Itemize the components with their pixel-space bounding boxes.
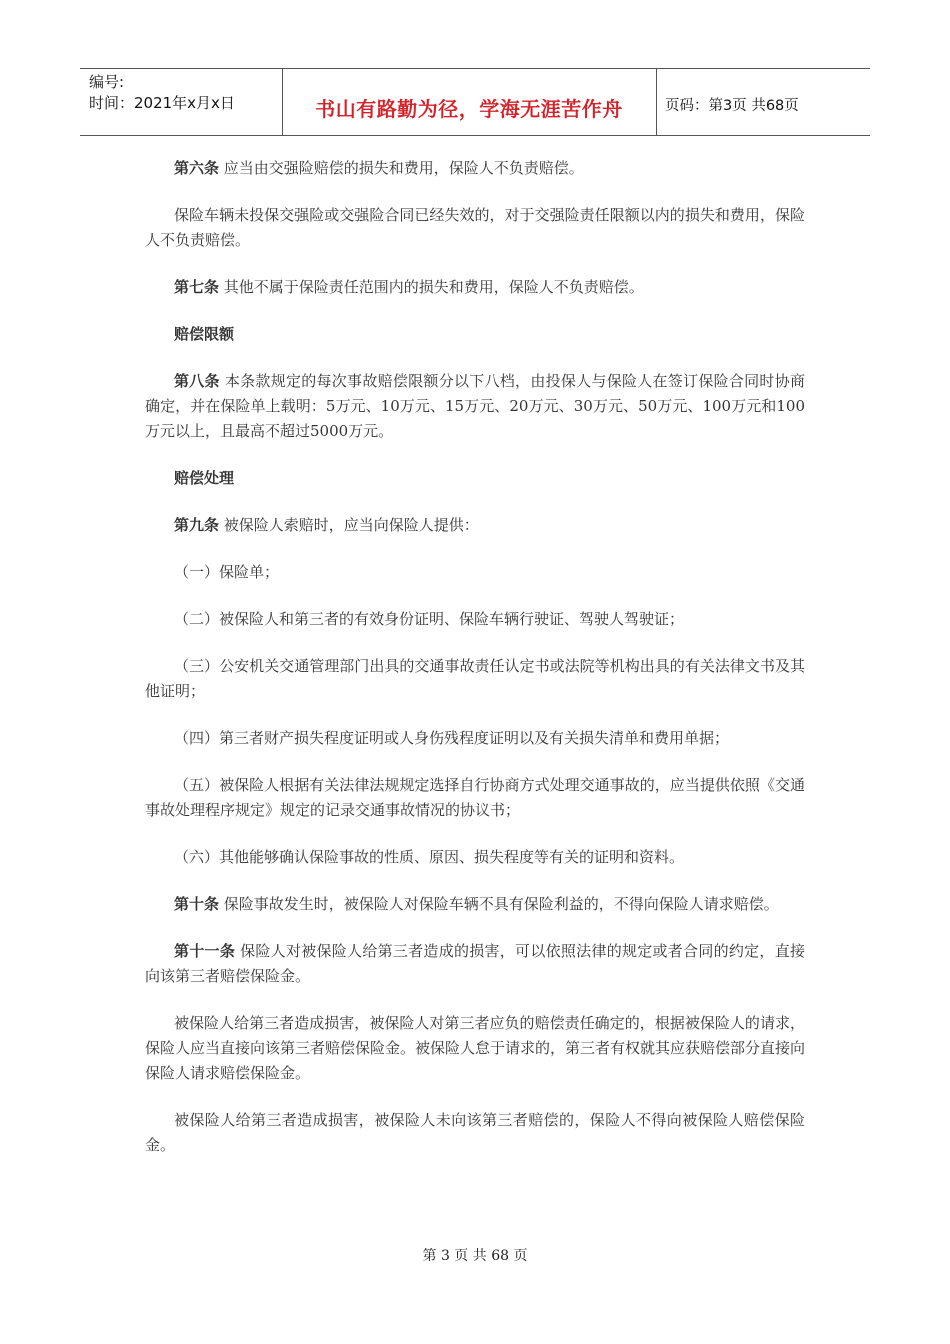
page-header [80, 68, 870, 136]
body-paragraph [145, 726, 805, 751]
body-paragraph [145, 654, 805, 704]
page-footer: 第 3 页 共 68 页 [422, 1248, 528, 1264]
paragraph-text: 应当由交强险赔偿的损失和费用，保险人不负责赔偿。 [223, 159, 584, 177]
section-heading: 赔偿限额 [174, 325, 235, 343]
paragraph-text: 本条款规定的每次事故赔偿限额分以下八档，由投保人与保险人在签订保险合同时协商确定，并在保险单上载明：5万元、10万元、15万元、20万元、30万元、50万元、100万元和100万元以上，且最高不超过5000万元。 [145, 372, 805, 440]
header-page-cell [656, 69, 870, 135]
paragraph-text: （五）被保险人根据有关法律法规规定选择自行协商方式处理交通事故的，应当提供依照《交通事故处理程序规定》规定的记录交通事故情况的协议书； [145, 776, 805, 819]
paragraph-text: （三）公安机关交通管理部门出具的交通事故责任认定书或法院等机构出具的有关法律文书及其他证明； [145, 657, 805, 700]
article-paragraph [145, 275, 805, 300]
article-paragraph [145, 156, 805, 181]
article-number: 第九条 [174, 516, 220, 534]
header-page-info: 页码：第3页 共68页 [665, 98, 799, 114]
paragraph-text: 被保险人给第三者造成损害，被保险人对第三者应负的赔偿责任确定的，根据被保险人的请求，保险人应当直接向该第三者赔偿保险金。被保险人怠于请求的，第三者有权就其应获赔偿部分直接向保险人请求赔偿保险金。 [145, 1014, 806, 1082]
article-paragraph [145, 892, 805, 917]
paragraph-text: 保险人对被保险人给第三者造成的损害，可以依照法律的规定或者合同的约定，直接向该第三者赔偿保险金。 [145, 942, 805, 985]
paragraph-text: （二）被保险人和第三者的有效身份证明、保险车辆行驶证、驾驶人驾驶证； [174, 610, 685, 628]
body-paragraph [145, 1011, 805, 1086]
paragraph-text: 被保险人给第三者造成损害，被保险人未向该第三者赔偿的，保险人不得向被保险人赔偿保险金。 [145, 1111, 805, 1154]
article-paragraph [145, 513, 805, 538]
header-motto-cell [282, 69, 657, 135]
body-paragraph [145, 560, 805, 585]
article-paragraph [145, 939, 805, 989]
article-number: 第七条 [174, 278, 220, 296]
document-date: 时间：2021年x月x日 [89, 94, 235, 112]
body-paragraph [145, 203, 805, 253]
article-number: 第十一条 [174, 942, 236, 960]
article-number: 第十条 [174, 895, 220, 913]
article-paragraph [145, 369, 805, 444]
body-paragraph [145, 607, 805, 632]
paragraph-text: 保险车辆未投保交强险或交强险合同已经失效的，对于交强险责任限额以内的损失和费用，保险人不负责赔偿。 [145, 206, 805, 249]
document-body [145, 156, 805, 1180]
body-paragraph [145, 773, 805, 823]
paragraph-text: 其他不属于保险责任范围内的损失和费用，保险人不负责赔偿。 [223, 278, 644, 296]
body-paragraph [145, 1108, 805, 1158]
header-meta [80, 69, 283, 135]
paragraph-text: （一）保险单； [174, 563, 280, 581]
paragraph-text: （四）第三者财产损失程度证明或人身伤残程度证明以及有关损失清单和费用单据； [174, 729, 730, 747]
article-number: 第八条 [174, 372, 220, 390]
header-motto: 书山有路勤为径，学海无涯苦作舟 [315, 97, 623, 121]
paragraph-text: 保险事故发生时，被保险人对保险车辆不具有保险利益的，不得向保险人请求赔偿。 [223, 895, 779, 913]
article-number: 第六条 [174, 159, 220, 177]
section-heading: 赔偿处理 [174, 469, 235, 487]
paragraph-text: （六）其他能够确认保险事故的性质、原因、损失程度等有关的证明和资料。 [174, 848, 685, 866]
paragraph-text: 被保险人索赔时，应当向保险人提供： [223, 516, 479, 534]
body-paragraph [145, 845, 805, 870]
document-number-label: 编号: [89, 73, 125, 91]
